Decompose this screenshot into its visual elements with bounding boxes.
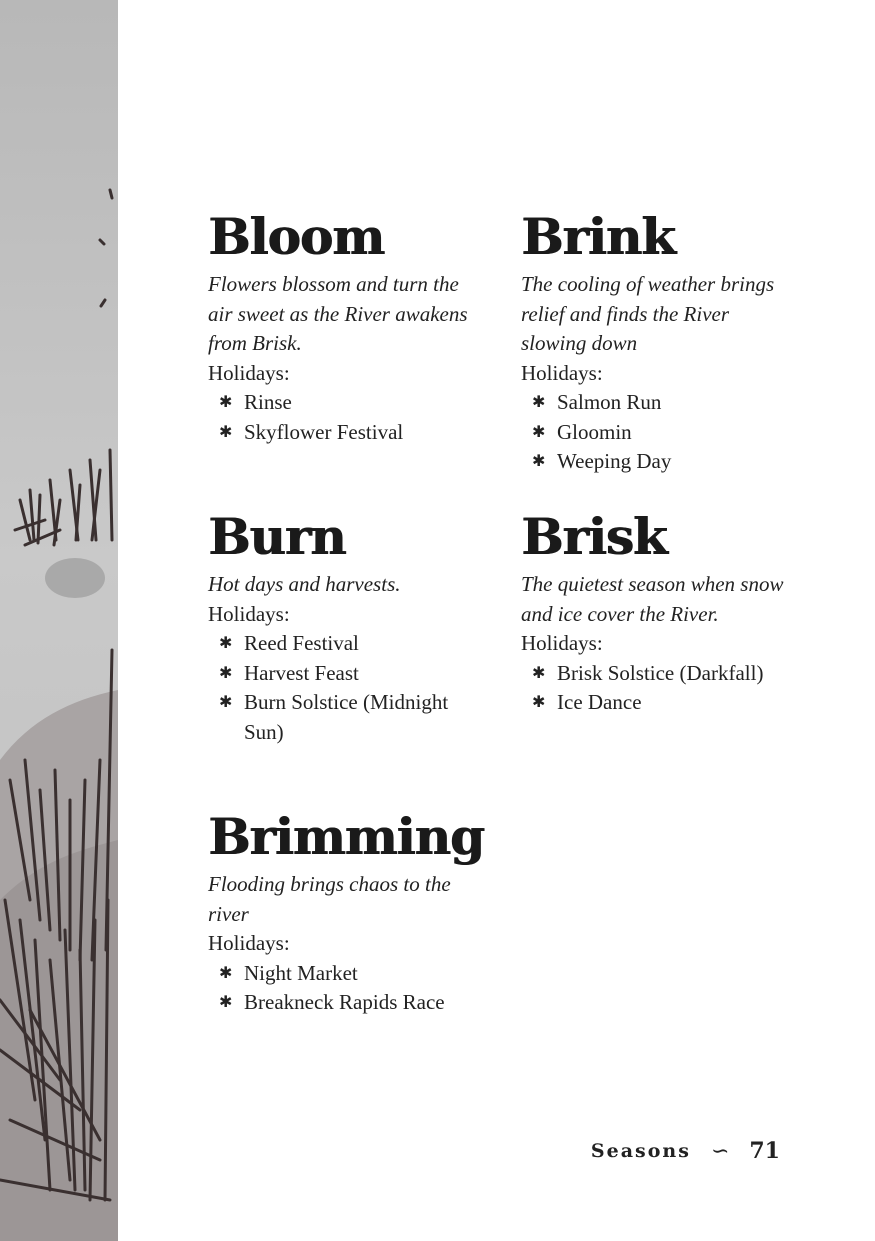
asterisk-bullet-icon: ✱: [532, 694, 546, 711]
holidays-label: Holidays:: [521, 631, 603, 655]
season-bloom: [208, 207, 483, 447]
list-item: ✱ Night Market: [208, 959, 483, 989]
asterisk-bullet-icon: ✱: [532, 664, 546, 682]
asterisk-bullet-icon: ✱: [219, 664, 233, 682]
list-item: ✱ Burn Solstice (Midnight Sun): [208, 688, 483, 747]
footer-section-title: Seasons: [590, 1140, 691, 1162]
asterisk-bullet-icon: ✱: [532, 453, 546, 470]
season-burn: [208, 507, 483, 747]
holidays-label: Holidays:: [208, 601, 290, 626]
season-description: The cooling of weather brings relief and finds the River slowing down: [521, 272, 775, 355]
season-brink: [521, 207, 796, 477]
asterisk-bullet-icon: ✱: [219, 964, 233, 982]
list-item: ✱ Salmon Run: [521, 388, 796, 418]
swirl-ornament-icon: ∽: [710, 1138, 730, 1164]
list-item: ✱ Weeping Day: [521, 447, 796, 477]
holidays-label: Holidays:: [208, 360, 290, 385]
asterisk-bullet-icon: ✱: [219, 635, 233, 652]
season-title: Brimming: [208, 807, 484, 866]
list-item: ✱ Harvest Feast: [208, 659, 483, 689]
asterisk-bullet-icon: ✱: [219, 394, 233, 411]
list-item: ✱ Breakneck Rapids Race: [208, 988, 483, 1018]
asterisk-bullet-icon: ✱: [219, 423, 233, 441]
list-item: ✱ Gloomin: [521, 418, 796, 448]
asterisk-bullet-icon: ✱: [219, 994, 233, 1011]
asterisk-bullet-icon: ✱: [532, 394, 546, 411]
list-item: ✱ Skyflower Festival: [208, 418, 483, 448]
season-brimming: [208, 807, 484, 1018]
season-description: The quietest season when snow and ice cover the River.: [521, 572, 784, 626]
season-title: Brisk: [521, 507, 667, 566]
season-description: Flowers blossom and turn the air sweet as the River awakens from Brisk.: [208, 272, 468, 355]
season-title: Bloom: [208, 207, 384, 266]
season-title: Burn: [208, 507, 346, 566]
holidays-label: Holidays:: [521, 360, 603, 385]
list-item: ✱ Rinse: [208, 388, 483, 418]
holiday-list: [521, 659, 796, 718]
holiday-list: [208, 629, 483, 747]
decorative-grass-illustration: [0, 0, 118, 1241]
holiday-list: [208, 959, 483, 1018]
list-item: ✱ Reed Festival: [208, 629, 483, 659]
asterisk-bullet-icon: ✱: [532, 423, 546, 441]
asterisk-bullet-icon: ✱: [219, 694, 233, 711]
season-description: Flooding brings chaos to the river: [208, 872, 451, 926]
holidays-label: Holidays:: [208, 931, 290, 955]
page-number: 71: [749, 1138, 780, 1164]
holiday-list: [521, 388, 796, 477]
season-brisk: [521, 507, 796, 718]
list-item: ✱ Ice Dance: [521, 688, 796, 718]
page-footer: [591, 1138, 780, 1164]
holiday-list: [208, 388, 483, 447]
list-item: ✱ Brisk Solstice (Darkfall): [521, 659, 796, 689]
season-description: Hot days and harvests.: [208, 572, 401, 596]
season-title: Brink: [521, 207, 675, 266]
